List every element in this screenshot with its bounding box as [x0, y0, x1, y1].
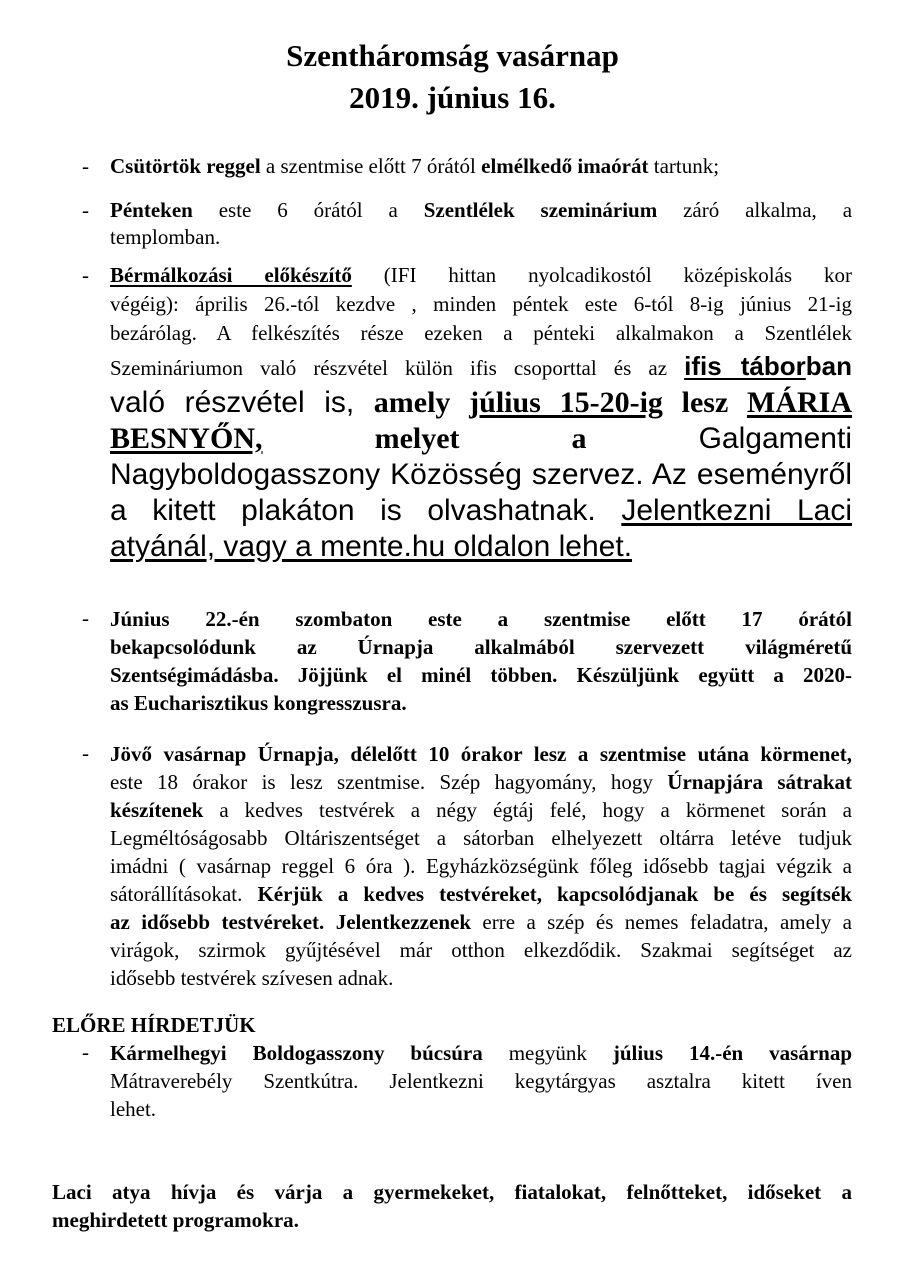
text-line: Szentségimádásba. Jöjjünk el minél többen. Készüljünk együtt a 2020- [110, 663, 852, 687]
text-bold: ban [805, 351, 852, 381]
bullet-dash: - [82, 198, 89, 222]
text-bold-underlined: BESNYŐN, [110, 422, 263, 455]
text-span: erre a szép és nemes feladatra, amely a [471, 910, 852, 934]
notice-text [110, 197, 852, 251]
text-line: idősebb testvérek szívesen adnak. [110, 966, 394, 990]
text-bold-underlined: MÁRIA [747, 386, 853, 419]
text-bold: Kérjük a kedves testvéreket, kapcsolódjanak be és segítsék [257, 882, 852, 906]
text-line: virágok, szirmok gyűjtésével már otthon elkezdődik. Szakmai segítséget az [110, 938, 852, 962]
text-line: bekapcsolódunk az Úrnapja alkalmából szervezett világméretű [110, 635, 852, 659]
text-bold: Jövő vasárnap Úrnapja, délelőtt 10 órakor lesz a szentmise utána körmenet, [110, 742, 852, 766]
text-span: a kitett plakáton is olvashatnak. [110, 494, 622, 527]
text-span: megyünk [482, 1041, 613, 1065]
text-line: imádni ( vasárnap reggel 6 óra ). Egyházközségünk főleg idősebb tagjai végzik a [110, 854, 852, 878]
text-line: Június 22.-én szombaton este a szentmise előtt 17 órától [110, 607, 852, 631]
bullet-dash: - [82, 154, 89, 178]
text-bold-underlined: Bérmálkozási előkészítő [110, 263, 352, 287]
text-bold: Pénteken [110, 198, 193, 222]
text-line [110, 351, 852, 383]
text-bold: Úrnapjára sátrakat [667, 770, 852, 794]
text-span: Galgamenti [698, 422, 852, 455]
text-line [110, 768, 852, 796]
page-date: 2019. június 16. [349, 80, 556, 115]
announcement-heading: ELŐRE HÍRDETJÜK [52, 1013, 256, 1037]
text-line [110, 908, 852, 936]
text-span: a szentmise előtt 7 órától [260, 154, 482, 178]
text-line: as Eucharisztikus kongresszusra. [110, 691, 407, 715]
notice-text [110, 153, 852, 180]
text-line [110, 796, 852, 824]
notice-text [110, 1039, 852, 1123]
text-line [110, 1039, 852, 1067]
text-bold: elmélkedő imaórát [481, 154, 649, 178]
text-line: Laci atya hívja és várja a gyermekeket, fiatalokat, felnőtteket, időseket a [52, 1180, 852, 1204]
text-line [110, 385, 852, 421]
text-bold: melyet a [262, 422, 699, 455]
text-line [110, 262, 852, 289]
text-span: este 6 órától a [192, 198, 424, 222]
text-line: meghirdetett programokra. [52, 1208, 299, 1232]
text-line [110, 153, 852, 180]
text-bold: július 14.-én vasárnap [612, 1041, 853, 1065]
page-title: Szentháromság vasárnap [286, 38, 619, 73]
closing-text [52, 1178, 852, 1234]
text-span: sátorállításokat. [110, 882, 258, 906]
text-line: bezárólag. A felkészítés része ezeken a pénteki alkalmakon a Szentlélek [110, 321, 852, 345]
text-span: záró alkalma, a [657, 198, 853, 222]
text-line [110, 493, 852, 529]
bullet-dash: - [82, 606, 89, 630]
text-bold: amely [373, 386, 470, 419]
text-bold-underlined: ifis tábor [684, 351, 806, 381]
text-underlined: atyánál, vagy a mente.hu oldalon lehet. [110, 530, 633, 563]
text-span: a kedves testvérek a négy égtáj felé, hogy a körmenet során a [203, 798, 852, 822]
notice-text [110, 262, 852, 565]
text-line [110, 740, 852, 768]
notice-text [110, 605, 852, 717]
text-line [110, 529, 852, 565]
text-span: tartunk; [648, 154, 720, 178]
text-bold: Csütörtök reggel [110, 154, 261, 178]
text-bold: lesz [662, 386, 748, 419]
text-span: Szemináriumon való részvétel külön ifis csoporttal és az [110, 356, 685, 380]
text-line [110, 197, 852, 224]
text-line [110, 421, 852, 457]
bullet-dash: - [82, 263, 89, 287]
text-span: (IFI hittan nyolcadikostól középiskolás kor [351, 263, 852, 287]
text-bold: Szentlélek szeminárium [423, 198, 658, 222]
text-underlined: Jelentkezni Laci [621, 494, 852, 527]
text-line: Nagyboldogasszony Közösség szervez. Az eseményről [110, 458, 852, 491]
notice-text [110, 740, 852, 992]
text-span: való részvétel is, [110, 386, 374, 419]
text-line: végéig): április 26.-tól kezdve , minden péntek este 6-tól 8-ig június 21-ig [110, 292, 852, 316]
text-line: Legméltóságosabb Oltáriszentséget a sátorban elhelyezett oltárra letéve tudjuk [110, 826, 852, 850]
text-line: templomban. [110, 225, 221, 249]
text-bold: az idősebb testvéreket. Jelentkezzenek [110, 910, 472, 934]
text-bold: készítenek [110, 798, 204, 822]
text-line: lehet. [110, 1097, 157, 1121]
bullet-dash: - [82, 741, 89, 765]
text-line [110, 880, 852, 908]
text-span: este 18 órakor is lesz szentmise. Szép hagyomány, hogy [110, 770, 668, 794]
bullet-dash: - [82, 1040, 89, 1064]
text-line: Mátraverebély Szentkútra. Jelentkezni kegytárgyas asztalra kitett íven [110, 1069, 852, 1093]
text-bold: Kármelhegyi Boldogasszony búcsúra [110, 1041, 483, 1065]
text-bold-underlined: július 15-20-ig [469, 386, 663, 419]
